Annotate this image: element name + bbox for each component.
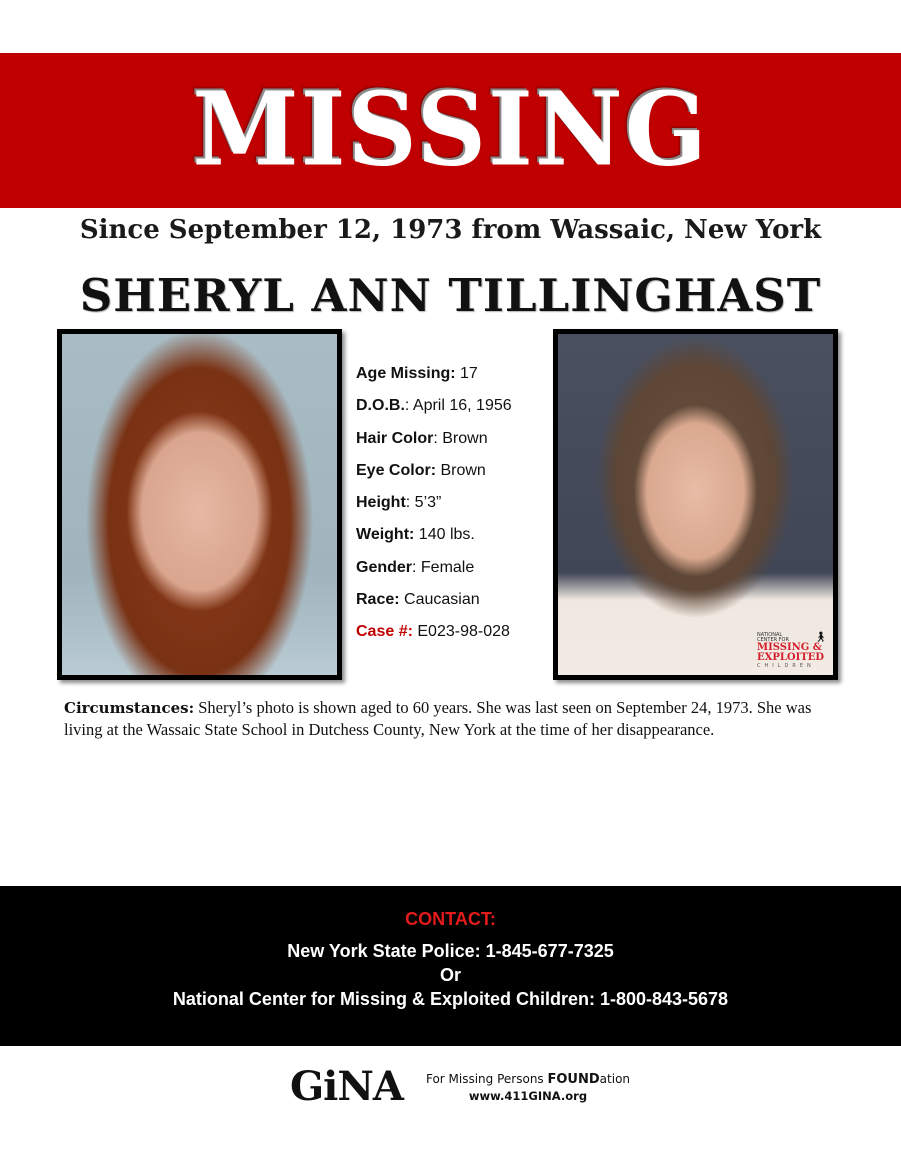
- ncmec-line: MISSING &: [757, 642, 822, 653]
- ncmec-line: CHILDREN: [757, 663, 815, 669]
- detail-value: : 5’3”: [405, 494, 442, 512]
- gina-tagline: [418, 1071, 638, 1104]
- age-progressed-photo: [553, 329, 838, 680]
- detail-label: Weight:: [356, 526, 415, 544]
- detail-value: Brown: [436, 461, 486, 479]
- detail-value: : Brown: [433, 429, 488, 447]
- detail-weight: [356, 522, 546, 554]
- detail-value: : April 16, 1956: [404, 397, 512, 415]
- circumstances-paragraph: [64, 697, 844, 740]
- detail-label: Race:: [356, 591, 400, 609]
- banner-title: MISSING: [192, 70, 709, 189]
- detail-label: Gender: [356, 558, 413, 576]
- missing-banner: [0, 53, 901, 208]
- circumstances-text: Sheryl’s photo is shown aged to 60 years. She was last seen on September 24, 1973. She was living at the Wassaic State School in Dutchess County, New York at the time of her disappearance.: [64, 698, 812, 739]
- detail-label: D.O.B.: [356, 397, 405, 415]
- detail-case-number: [356, 619, 546, 651]
- photo-at-disappearance: [57, 329, 342, 680]
- detail-value: 17: [455, 365, 478, 382]
- detail-value: : Female: [412, 558, 475, 576]
- person-details: [356, 361, 546, 652]
- detail-label: Eye Color:: [356, 461, 437, 479]
- gina-footer-logo: [290, 1063, 650, 1111]
- circumstances-label: Circumstances:: [64, 699, 195, 717]
- contact-nysp-phone: New York State Police: 1-845-677-7325: [287, 941, 614, 961]
- contact-title: CONTACT:: [405, 909, 496, 929]
- detail-race: [356, 587, 546, 619]
- detail-age-missing: [356, 361, 546, 393]
- detail-label: Height: [356, 494, 406, 512]
- gina-url-link[interactable]: www.411GINA.org: [468, 1089, 588, 1103]
- contact-section: [0, 886, 901, 1046]
- detail-value: E023-98-028: [412, 623, 510, 641]
- contact-or: Or: [439, 965, 461, 985]
- ncmec-watermark-logo: [757, 633, 827, 669]
- detail-label: Age Missing:: [356, 365, 456, 382]
- detail-dob: [356, 393, 546, 425]
- ncmec-line: CENTER FOR: [757, 637, 789, 643]
- ncmec-line: EXPLOITED: [757, 652, 825, 663]
- gina-tagline-post: ation: [599, 1072, 631, 1086]
- detail-value: Caucasian: [399, 591, 480, 609]
- running-children-icon: 🚶︎: [814, 632, 825, 643]
- detail-label: Hair Color: [356, 429, 434, 447]
- ncmec-line: NATIONAL: [757, 632, 783, 638]
- detail-gender: [356, 555, 546, 587]
- gina-tagline-bold: FOUND: [547, 1072, 600, 1087]
- detail-height: [356, 490, 546, 522]
- person-name: SHERYL ANN TILLINGHAST: [79, 269, 822, 322]
- gina-tagline-pre: For Missing Persons: [425, 1072, 548, 1086]
- detail-eye-color: [356, 458, 546, 490]
- detail-hair-color: [356, 426, 546, 458]
- detail-value: 140 lbs.: [414, 526, 475, 544]
- missing-since-subtitle: Since September 12, 1973 from Wassaic, New York: [79, 215, 822, 245]
- contact-ncmec-phone: National Center for Missing & Exploited Children: 1-800-843-5678: [172, 989, 729, 1009]
- detail-label: Case #:: [356, 623, 413, 641]
- gina-logo-wordmark: GiNA: [290, 1063, 403, 1110]
